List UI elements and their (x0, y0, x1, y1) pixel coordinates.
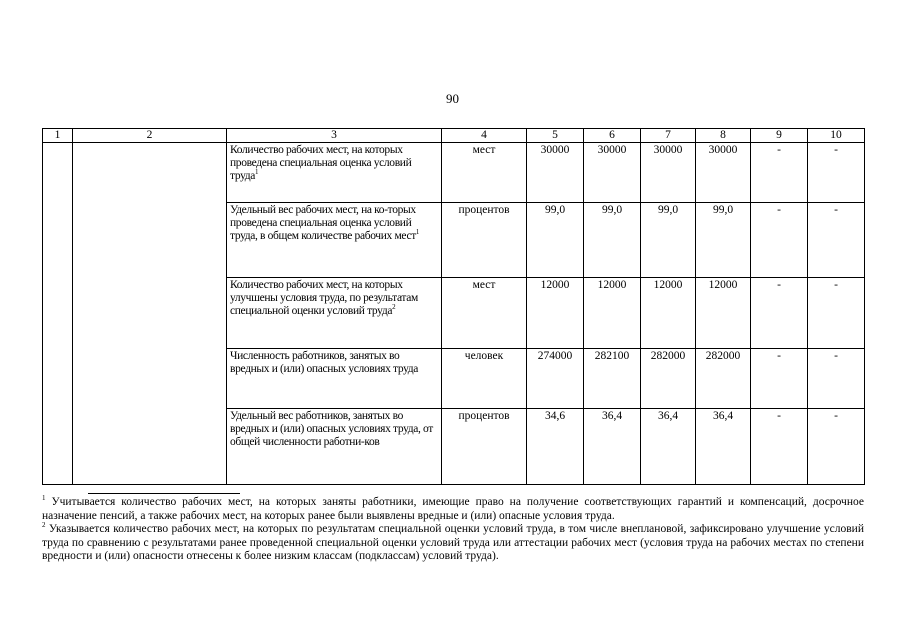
column-header: 8 (696, 129, 751, 143)
value-cell: - (751, 349, 808, 409)
value-cell: 36,4 (696, 409, 751, 485)
table-row (43, 143, 865, 203)
footnote-mark: 2 (42, 521, 46, 530)
value-cell: 34,6 (527, 409, 584, 485)
table-header-row (43, 129, 865, 143)
value-cell: - (751, 143, 808, 203)
value-cell: 12000 (527, 278, 584, 349)
value-cell: - (808, 203, 865, 278)
value-cell: 12000 (696, 278, 751, 349)
footnote-ref: 1 (255, 168, 259, 177)
footnote-mark: 1 (42, 494, 46, 503)
value-cell: 99,0 (641, 203, 696, 278)
unit-cell: мест (442, 278, 527, 349)
value-cell: 12000 (584, 278, 641, 349)
unit-cell: человек (442, 349, 527, 409)
column-header: 6 (584, 129, 641, 143)
value-cell: - (808, 409, 865, 485)
column-header: 5 (527, 129, 584, 143)
value-cell: 99,0 (527, 203, 584, 278)
value-cell: 12000 (641, 278, 696, 349)
column-header: 10 (808, 129, 865, 143)
value-cell: 30000 (527, 143, 584, 203)
value-cell: - (808, 143, 865, 203)
indicators-table (42, 128, 865, 485)
footnote-ref: 1 (415, 228, 420, 237)
value-cell: - (751, 203, 808, 278)
unit-cell: мест (442, 143, 527, 203)
value-cell: 36,4 (641, 409, 696, 485)
value-cell: 282000 (696, 349, 751, 409)
indicator-cell: Удельный вес рабочих мест, на ко-торых проведена специальная оценка условий труда, в общем количестве рабочих мест$^1$ (227, 203, 442, 278)
col2-cell (73, 143, 227, 485)
column-header: 2 (73, 129, 227, 143)
footnote-divider (88, 493, 240, 494)
footnotes (42, 496, 864, 564)
unit-cell: процентов (442, 203, 527, 278)
footnote-1: $^1$ Учитывается количество рабочих мест, на которых заняты работники, имеющие право на получение соответствующих гарантий и компенсаций, досрочное назначение пенсий, а также рабочих мест, на которых ранее были выявлены вредные и (или) опасные условия труда. (42, 494, 864, 522)
value-cell: - (808, 349, 865, 409)
column-header: 4 (442, 129, 527, 143)
value-cell: 30000 (641, 143, 696, 203)
indicator-cell: Количество рабочих мест, на которых проведена специальная оценка условий труда$^1$ (227, 143, 442, 203)
page-number: 90 (446, 91, 459, 106)
indicator-cell: Количество рабочих мест, на которых улучшены условия труда, по результатам специальной оценки условий труда$^2$ (227, 278, 442, 349)
value-cell: - (751, 278, 808, 349)
value-cell: 99,0 (696, 203, 751, 278)
value-cell: - (808, 278, 865, 349)
value-cell: 30000 (696, 143, 751, 203)
value-cell: 30000 (584, 143, 641, 203)
footnote-ref: 2 (392, 303, 396, 312)
column-header: 9 (751, 129, 808, 143)
column-header: 1 (43, 129, 73, 143)
column-header: 3 (227, 129, 442, 143)
value-cell: 282100 (584, 349, 641, 409)
unit-cell: процентов (442, 409, 527, 485)
footnote-2: $^2$ Указывается количество рабочих мест, на которых по результатам специальной оценки условий труда, в том числе внеплановой, зафиксировано улучшение условий труда по сравнению с результатами ранее проведенной специальной оценки условий труда или аттестации рабочих мест (условия труда на рабочих местах по степени вредности и (или) опасности отнесены к более низким классам (подклассам) условий труда). (42, 521, 864, 563)
value-cell: 36,4 (584, 409, 641, 485)
value-cell: 274000 (527, 349, 584, 409)
value-cell: 99,0 (584, 203, 641, 278)
col1-cell (43, 143, 73, 485)
column-header: 7 (641, 129, 696, 143)
value-cell: - (751, 409, 808, 485)
indicator-cell: Численность работников, занятых во вредных и (или) опасных условиях труда (227, 349, 442, 409)
indicator-cell: Удельный вес работников, занятых во вредных и (или) опасных условиях труда, от общей численности работни-ков (227, 409, 442, 485)
value-cell: 282000 (641, 349, 696, 409)
